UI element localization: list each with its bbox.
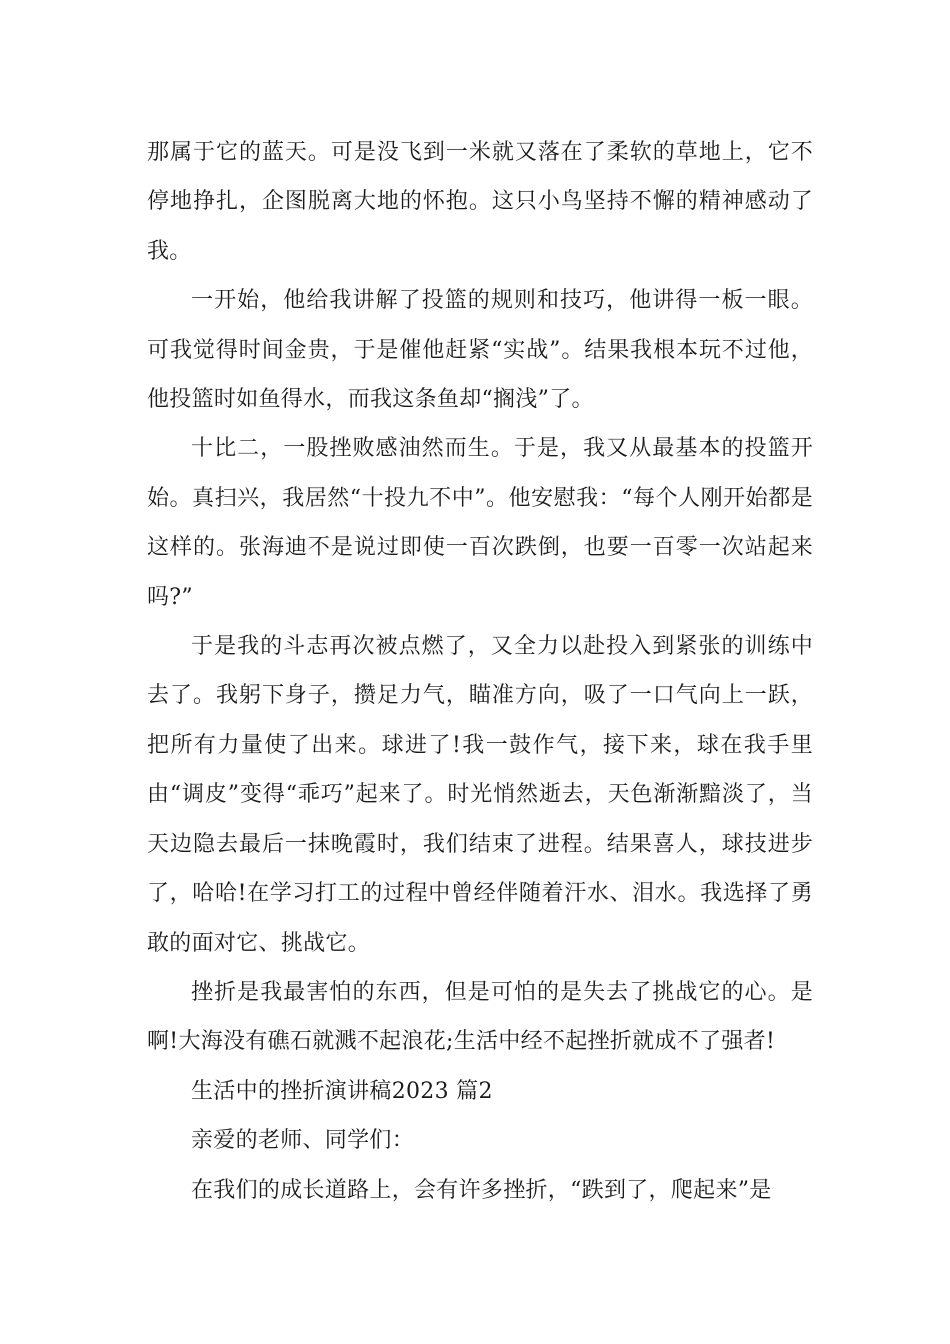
document-body [147, 128, 813, 1215]
paragraph-3: 十比二，一股挫败感油然而生。于是，我又从最基本的投篮开始。真扫兴，我居然“十投九不中”。他安慰我：“每个人刚开始都是这样的。张海迪不是说过即使一百次跌倒，也要一百零一次站起来吗?” [147, 436, 813, 610]
paragraph-1: 那属于它的蓝天。可是没飞到一米就又落在了柔软的草地上，它不停地挣扎，企图脱离大地的怀抱。这只小鸟坚持不懈的精神感动了我。 [147, 140, 813, 264]
paragraph-4: 于是我的斗志再次被点燃了，又全力以赴投入到紧张的训练中去了。我躬下身子，攒足力气，瞄准方向，吸了一口气向上一跃，把所有力量使了出来。球进了!我一鼓作气，接下来，球在我手里由“调皮”变得“乖巧”起来了。时光悄然逝去，天色渐渐黯淡了，当天边隐去最后一抹晚霞时，我们结束了进程。结果喜人，球技进步了，哈哈!在学习打工的过程中曾经伴随着汗水、泪水。我选择了勇敢的面对它、挑战它。 [147, 634, 813, 956]
paragraph-6: 在我们的成长道路上，会有许多挫折，“跌到了，爬起来”是 [191, 1177, 772, 1203]
paragraph-2: 一开始，他给我讲解了投篮的规则和技巧，他讲得一板一眼。可我觉得时间金贵，于是催他赶紧“实战”。结果我根本玩不过他，他投篮时如鱼得水，而我这条鱼却“搁浅”了。 [147, 288, 813, 413]
section-heading: 生活中的挫折演讲稿2023 篇2 [191, 1078, 493, 1104]
greeting: 亲爱的老师、同学们： [191, 1128, 415, 1154]
paragraph-5: 挫折是我最害怕的东西，但是可怕的是失去了挑战它的心。是啊!大海没有礁石就溅不起浪花;生活中经不起挫折就成不了强者! [147, 979, 813, 1055]
